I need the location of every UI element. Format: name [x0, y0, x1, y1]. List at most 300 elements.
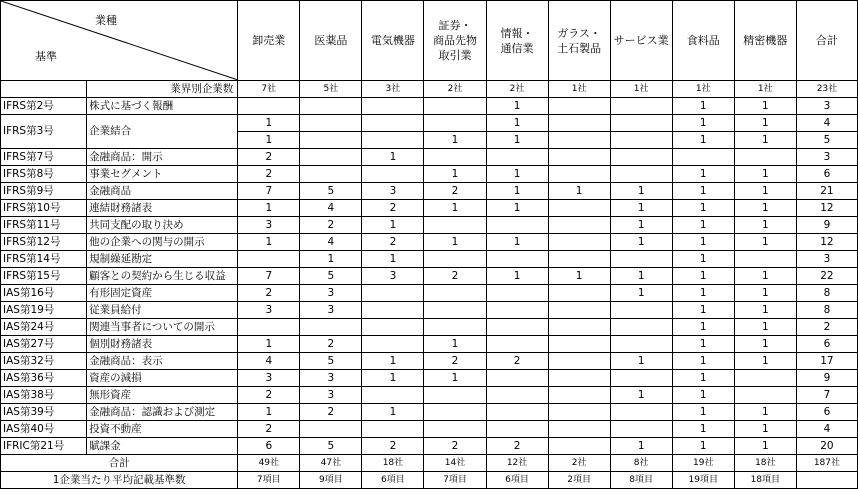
value-cell	[672, 149, 734, 166]
value-cell: 1	[734, 319, 796, 336]
value-cell	[548, 132, 610, 149]
value-cell	[548, 404, 610, 421]
value-cell: 1	[672, 285, 734, 302]
value-cell	[300, 132, 362, 149]
average-cell: 6項目	[486, 472, 548, 489]
standard-row	[1, 370, 858, 387]
value-cell: 1	[734, 200, 796, 217]
value-cell: 2	[238, 166, 300, 183]
value-cell: 2	[300, 404, 362, 421]
standard-code: IFRS第9号	[1, 183, 87, 200]
value-cell: 1	[734, 268, 796, 285]
value-cell: 1	[610, 200, 672, 217]
value-cell: 6	[796, 336, 857, 353]
industry-header	[300, 1, 362, 81]
value-cell: 1	[610, 387, 672, 404]
value-cell: 4	[300, 234, 362, 251]
standard-name: 金融商品：表示	[87, 353, 238, 370]
value-cell: 1	[672, 336, 734, 353]
value-cell	[362, 302, 424, 319]
value-cell: 12	[796, 200, 857, 217]
value-cell	[486, 421, 548, 438]
standard-name: 従業員給付	[87, 302, 238, 319]
value-cell: 4	[300, 200, 362, 217]
value-cell	[486, 336, 548, 353]
value-cell	[486, 217, 548, 234]
value-cell	[734, 387, 796, 404]
value-cell: 3	[300, 370, 362, 387]
total-cell: 49社	[238, 455, 300, 472]
value-cell: 2	[300, 217, 362, 234]
standard-row	[1, 302, 858, 319]
value-cell: 1	[362, 404, 424, 421]
average-cell: 8項目	[610, 472, 672, 489]
standard-row	[1, 115, 858, 132]
value-cell	[362, 166, 424, 183]
value-cell: 1	[672, 98, 734, 115]
value-cell: 7	[796, 387, 857, 404]
value-cell: 1	[362, 370, 424, 387]
value-cell	[610, 251, 672, 268]
value-cell	[424, 285, 486, 302]
standard-name: 他の企業への関与の開示	[87, 234, 238, 251]
value-cell: 1	[734, 421, 796, 438]
value-cell: 9	[796, 217, 857, 234]
standard-name: 金融商品	[87, 183, 238, 200]
standard-code: IAS第39号	[1, 404, 87, 421]
value-cell: 1	[548, 268, 610, 285]
industry-header-line: サービス業	[613, 34, 669, 47]
value-cell: 2	[424, 268, 486, 285]
standard-code: IFRIC第21号	[1, 438, 87, 455]
value-cell: 2	[362, 200, 424, 217]
value-cell	[300, 115, 362, 132]
value-cell: 1	[486, 98, 548, 115]
value-cell: 1	[424, 370, 486, 387]
value-cell: 1	[610, 353, 672, 370]
value-cell: 1	[734, 336, 796, 353]
value-cell: 1	[238, 132, 300, 149]
value-cell: 6	[796, 166, 857, 183]
industry-header	[362, 1, 424, 81]
corner-standard-label: 基準	[35, 50, 57, 63]
value-cell: 3	[300, 387, 362, 404]
value-cell: 1	[424, 166, 486, 183]
value-cell	[300, 421, 362, 438]
average-cell: 7項目	[424, 472, 486, 489]
value-cell	[300, 319, 362, 336]
value-cell	[486, 285, 548, 302]
standard-row	[1, 421, 858, 438]
value-cell: 1	[610, 217, 672, 234]
value-cell	[486, 319, 548, 336]
company-count-cell: 1社	[734, 81, 796, 98]
industry-header	[548, 1, 610, 81]
average-cell: 18項目	[734, 472, 796, 489]
value-cell	[610, 302, 672, 319]
industry-header-line: 医薬品	[314, 34, 348, 47]
value-cell	[424, 302, 486, 319]
value-cell: 6	[238, 438, 300, 455]
value-cell: 1	[672, 353, 734, 370]
standard-code: IAS第38号	[1, 387, 87, 404]
value-cell: 2	[424, 353, 486, 370]
industry-header	[486, 1, 548, 81]
value-cell: 1	[486, 268, 548, 285]
value-cell	[548, 353, 610, 370]
value-cell: 5	[300, 353, 362, 370]
company-count-label: 業界別企業数	[87, 81, 238, 98]
value-cell	[486, 387, 548, 404]
value-cell	[548, 234, 610, 251]
value-cell	[424, 217, 486, 234]
value-cell: 1	[362, 353, 424, 370]
standard-name: 連結財務諸表	[87, 200, 238, 217]
value-cell: 2	[424, 183, 486, 200]
value-cell	[610, 370, 672, 387]
value-cell	[548, 319, 610, 336]
value-cell: 1	[734, 302, 796, 319]
value-cell	[548, 149, 610, 166]
value-cell: 2	[238, 285, 300, 302]
standard-code: IFRS第7号	[1, 149, 87, 166]
standard-code: IAS第19号	[1, 302, 87, 319]
value-cell: 1	[424, 200, 486, 217]
value-cell	[238, 251, 300, 268]
average-row	[1, 472, 858, 489]
standard-row	[1, 217, 858, 234]
value-cell: 1	[734, 285, 796, 302]
industry-header-line: 食料品	[686, 34, 720, 47]
value-cell: 22	[796, 268, 857, 285]
standard-row	[1, 438, 858, 455]
average-cell	[796, 472, 857, 489]
industry-header-line: 合計	[815, 34, 838, 47]
value-cell	[486, 370, 548, 387]
standard-name: 金融商品：認識および測定	[87, 404, 238, 421]
industry-header	[672, 1, 734, 81]
standard-name: 資産の減損	[87, 370, 238, 387]
value-cell: 2	[238, 387, 300, 404]
value-cell	[734, 370, 796, 387]
standard-row	[1, 200, 858, 217]
value-cell	[548, 98, 610, 115]
value-cell: 1	[486, 115, 548, 132]
standard-name: 無形資産	[87, 387, 238, 404]
value-cell	[486, 302, 548, 319]
standard-code: IFRS第8号	[1, 166, 87, 183]
value-cell: 1	[610, 285, 672, 302]
value-cell: 2	[424, 438, 486, 455]
company-count-cell: 23社	[796, 81, 857, 98]
value-cell	[610, 115, 672, 132]
standard-row	[1, 319, 858, 336]
value-cell: 1	[734, 183, 796, 200]
value-cell: 4	[796, 421, 857, 438]
value-cell	[238, 319, 300, 336]
value-cell: 1	[734, 234, 796, 251]
value-cell	[610, 149, 672, 166]
industry-header	[610, 1, 672, 81]
value-cell: 1	[672, 115, 734, 132]
value-cell	[362, 98, 424, 115]
value-cell	[610, 132, 672, 149]
value-cell: 1	[672, 183, 734, 200]
company-count-row	[1, 81, 858, 98]
value-cell: 1	[672, 387, 734, 404]
value-cell: 1	[424, 234, 486, 251]
value-cell: 1	[672, 370, 734, 387]
company-count-cell: 7社	[238, 81, 300, 98]
total-cell: 8社	[610, 455, 672, 472]
value-cell	[424, 115, 486, 132]
value-cell	[300, 149, 362, 166]
value-cell	[424, 387, 486, 404]
value-cell	[548, 370, 610, 387]
value-cell	[424, 319, 486, 336]
total-cell: 12社	[486, 455, 548, 472]
value-cell: 1	[672, 234, 734, 251]
value-cell: 1	[734, 353, 796, 370]
value-cell	[424, 251, 486, 268]
standard-row	[1, 285, 858, 302]
industry-header-line: 商品先物	[432, 34, 477, 47]
value-cell: 3	[238, 302, 300, 319]
value-cell: 12	[796, 234, 857, 251]
value-cell: 2	[362, 438, 424, 455]
standard-name: 株式に基づく報酬	[87, 98, 238, 115]
value-cell: 7	[238, 183, 300, 200]
industry-header-line: 証券・	[438, 19, 472, 32]
standard-row	[1, 166, 858, 183]
standard-row	[1, 404, 858, 421]
value-cell: 1	[672, 268, 734, 285]
industry-header-line: 通信業	[500, 41, 534, 55]
standard-name: 個別財務諸表	[87, 336, 238, 353]
blank-cell	[1, 81, 87, 98]
value-cell: 8	[796, 302, 857, 319]
value-cell: 1	[672, 166, 734, 183]
average-cell: 9項目	[300, 472, 362, 489]
value-cell: 1	[238, 115, 300, 132]
standard-name: 共同支配の取り決め	[87, 217, 238, 234]
value-cell: 1	[424, 336, 486, 353]
value-cell	[548, 302, 610, 319]
value-cell	[548, 166, 610, 183]
total-cell: 18社	[362, 455, 424, 472]
total-label: 合計	[1, 455, 238, 472]
value-cell	[610, 336, 672, 353]
value-cell	[734, 149, 796, 166]
industry-header-line: 情報・	[500, 26, 534, 40]
value-cell: 3	[796, 251, 857, 268]
total-cell: 2社	[548, 455, 610, 472]
standard-row	[1, 251, 858, 268]
standard-name: 有形固定資産	[87, 285, 238, 302]
industry-header-line: ガラス・	[557, 26, 601, 40]
value-cell	[548, 115, 610, 132]
total-cell: 47社	[300, 455, 362, 472]
value-cell: 3	[362, 268, 424, 285]
total-row	[1, 455, 858, 472]
standard-name: 企業結合	[87, 115, 238, 149]
standard-code: IFRS第3号	[1, 115, 87, 149]
average-cell: 6項目	[362, 472, 424, 489]
value-cell: 1	[672, 302, 734, 319]
value-cell: 2	[238, 149, 300, 166]
standard-code: IFRS第14号	[1, 251, 87, 268]
value-cell: 1	[734, 404, 796, 421]
value-cell: 5	[300, 183, 362, 200]
standard-code: IFRS第2号	[1, 98, 87, 115]
industry-header-line: 精密機器	[743, 34, 788, 47]
value-cell: 1	[610, 268, 672, 285]
industry-header-line: 電気機器	[370, 34, 415, 47]
value-cell: 1	[672, 217, 734, 234]
value-cell	[548, 421, 610, 438]
standard-name: 規制繰延勘定	[87, 251, 238, 268]
value-cell: 5	[796, 132, 857, 149]
company-count-cell: 1社	[672, 81, 734, 98]
value-cell: 1	[672, 132, 734, 149]
total-cell: 18社	[734, 455, 796, 472]
value-cell	[548, 336, 610, 353]
value-cell: 1	[610, 438, 672, 455]
standard-code: IFRS第12号	[1, 234, 87, 251]
value-cell: 8	[796, 285, 857, 302]
standard-code: IFRS第15号	[1, 268, 87, 285]
value-cell	[424, 404, 486, 421]
company-count-cell: 2社	[424, 81, 486, 98]
standard-code: IAS第27号	[1, 336, 87, 353]
standard-code: IAS第32号	[1, 353, 87, 370]
value-cell	[548, 438, 610, 455]
standard-code: IAS第24号	[1, 319, 87, 336]
value-cell: 2	[300, 336, 362, 353]
value-cell: 1	[548, 183, 610, 200]
value-cell: 1	[486, 200, 548, 217]
value-cell	[362, 387, 424, 404]
value-cell: 5	[300, 438, 362, 455]
industry-header	[424, 1, 486, 81]
value-cell	[300, 98, 362, 115]
industry-header	[238, 1, 300, 81]
value-cell: 1	[362, 149, 424, 166]
value-cell: 2	[486, 438, 548, 455]
value-cell: 2	[238, 421, 300, 438]
company-count-cell: 5社	[300, 81, 362, 98]
industry-header-line: 土石製品	[557, 41, 602, 55]
value-cell: 1	[238, 234, 300, 251]
value-cell: 1	[734, 98, 796, 115]
value-cell: 1	[362, 251, 424, 268]
value-cell: 1	[486, 166, 548, 183]
industry-header	[796, 1, 857, 81]
value-cell	[424, 149, 486, 166]
value-cell	[300, 166, 362, 183]
value-cell	[424, 421, 486, 438]
value-cell	[548, 251, 610, 268]
value-cell: 3	[796, 149, 857, 166]
industry-header-line: 卸売業	[252, 34, 286, 47]
value-cell	[548, 285, 610, 302]
value-cell: 1	[734, 132, 796, 149]
standard-name: 投資不動産	[87, 421, 238, 438]
standard-name: 顧客との契約から生じる収益	[87, 268, 238, 285]
value-cell	[486, 404, 548, 421]
average-cell: 19項目	[672, 472, 734, 489]
value-cell: 1	[672, 251, 734, 268]
value-cell: 1	[486, 132, 548, 149]
value-cell: 20	[796, 438, 857, 455]
value-cell	[238, 98, 300, 115]
average-cell: 2項目	[548, 472, 610, 489]
value-cell: 3	[796, 98, 857, 115]
average-label: 1企業当たり平均記載基準数	[1, 472, 238, 489]
standard-row	[1, 234, 858, 251]
value-cell: 1	[734, 438, 796, 455]
total-cell: 187社	[796, 455, 857, 472]
value-cell: 1	[238, 200, 300, 217]
value-cell: 1	[672, 404, 734, 421]
value-cell: 3	[300, 285, 362, 302]
value-cell: 1	[672, 319, 734, 336]
industry-header	[734, 1, 796, 81]
standard-name: 金融商品：開示	[87, 149, 238, 166]
standard-code: IFRS第10号	[1, 200, 87, 217]
total-cell: 19社	[672, 455, 734, 472]
value-cell: 2	[362, 234, 424, 251]
value-cell: 4	[796, 115, 857, 132]
value-cell: 1	[672, 438, 734, 455]
value-cell	[548, 387, 610, 404]
value-cell	[610, 98, 672, 115]
value-cell: 1	[610, 183, 672, 200]
standard-row	[1, 336, 858, 353]
value-cell	[486, 149, 548, 166]
value-cell: 9	[796, 370, 857, 387]
standard-name: 関連当事者についての開示	[87, 319, 238, 336]
value-cell: 1	[486, 183, 548, 200]
value-cell: 4	[238, 353, 300, 370]
standard-name: 賦課金	[87, 438, 238, 455]
value-cell: 3	[362, 183, 424, 200]
value-cell: 3	[238, 217, 300, 234]
standard-row	[1, 183, 858, 200]
value-cell	[486, 251, 548, 268]
value-cell: 21	[796, 183, 857, 200]
value-cell	[362, 132, 424, 149]
standard-code: IFRS第11号	[1, 217, 87, 234]
value-cell: 2	[796, 319, 857, 336]
company-count-cell: 3社	[362, 81, 424, 98]
value-cell	[734, 251, 796, 268]
value-cell	[362, 336, 424, 353]
value-cell	[610, 404, 672, 421]
standard-row	[1, 98, 858, 115]
standard-row	[1, 353, 858, 370]
company-count-cell: 2社	[486, 81, 548, 98]
company-count-cell: 1社	[610, 81, 672, 98]
value-cell: 1	[424, 132, 486, 149]
value-cell: 1	[734, 217, 796, 234]
value-cell: 1	[672, 421, 734, 438]
standard-name: 事業セグメント	[87, 166, 238, 183]
corner-header	[1, 1, 238, 81]
value-cell: 1	[362, 217, 424, 234]
company-count-cell: 1社	[548, 81, 610, 98]
standard-code: IAS第36号	[1, 370, 87, 387]
